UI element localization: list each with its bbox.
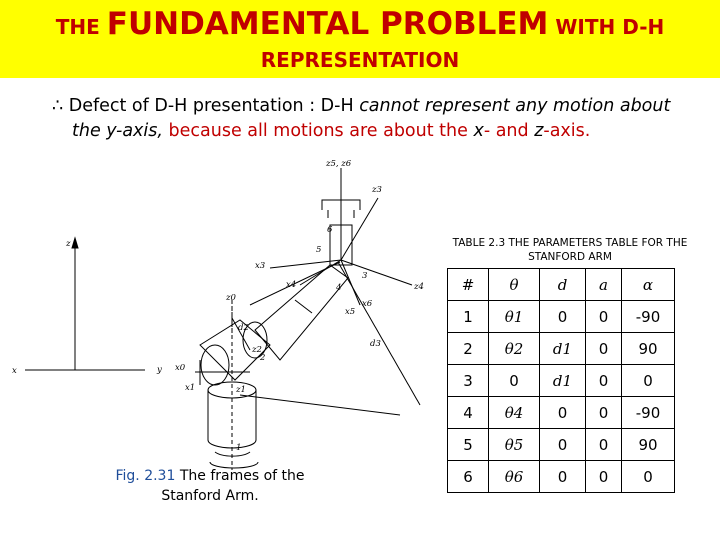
cell-theta: θ1 — [489, 301, 540, 333]
label-z1: z1 — [236, 385, 246, 395]
description-line-2 — [72, 119, 712, 144]
label-6: 6 — [327, 225, 333, 235]
title-line-1 — [0, 6, 720, 42]
title-prefix: THE — [55, 15, 100, 39]
table-header-row — [448, 269, 675, 301]
cell-theta: θ4 — [489, 397, 540, 429]
cell-d: 0 — [540, 301, 586, 333]
cell-a: 0 — [586, 429, 622, 461]
cell-d: d1 — [540, 333, 586, 365]
cell-alpha: 90 — [622, 333, 675, 365]
cell-alpha: -90 — [622, 301, 675, 333]
label-1: 1 — [236, 443, 242, 453]
description-part-5: - and — [483, 121, 535, 141]
label-z: z — [66, 239, 71, 249]
figure-caption — [110, 466, 310, 506]
label-x6: x6 — [362, 299, 373, 309]
cell-d: 0 — [540, 461, 586, 493]
cell-joint: 6 — [448, 461, 489, 493]
label-z5-z6: z5, z6 — [326, 159, 352, 169]
description-part-3: because all motions are about the — [162, 121, 474, 141]
label-x1: x1 — [185, 383, 196, 393]
table-row — [448, 429, 675, 461]
header-a: a — [586, 269, 622, 301]
header-number: # — [448, 269, 489, 301]
header-alpha: α — [622, 269, 675, 301]
table-row — [448, 333, 675, 365]
label-x: x — [12, 366, 17, 376]
caption-text-2: Stanford Arm. — [161, 488, 259, 504]
label-z0: z0 — [226, 293, 236, 303]
table-row — [448, 461, 675, 493]
title-suffix: WITH D-H — [555, 15, 665, 39]
table-row — [448, 397, 675, 429]
cell-d: 0 — [540, 397, 586, 429]
cell-joint: 4 — [448, 397, 489, 429]
cell-theta: θ6 — [489, 461, 540, 493]
cell-a: 0 — [586, 333, 622, 365]
label-x0: x0 — [175, 363, 186, 373]
cell-theta: 0 — [489, 365, 540, 397]
therefore-symbol: ∴ — [52, 96, 64, 116]
cell-a: 0 — [586, 301, 622, 333]
description-part-6: z — [534, 121, 544, 141]
label-d3: d3 — [370, 339, 381, 349]
cell-a: 0 — [586, 461, 622, 493]
cell-alpha: -90 — [622, 397, 675, 429]
title-main: FUNDAMENTAL PROBLEM — [106, 6, 549, 42]
label-d2: d2 — [238, 323, 249, 333]
label-x3: x3 — [255, 261, 266, 271]
caption-text-1: The frames of the — [175, 468, 305, 484]
description — [52, 94, 712, 144]
label-4: 4 — [336, 283, 342, 293]
label-5: 5 — [316, 245, 322, 255]
table-row — [448, 301, 675, 333]
label-x5: x5 — [345, 307, 356, 317]
label-z4: z4 — [414, 282, 424, 292]
cell-d: d1 — [540, 365, 586, 397]
cell-alpha: 0 — [622, 461, 675, 493]
cell-joint: 2 — [448, 333, 489, 365]
label-2: 2 — [260, 353, 266, 363]
cell-joint: 3 — [448, 365, 489, 397]
table-row — [448, 365, 675, 397]
label-x4: x4 — [286, 280, 297, 290]
description-part-0: Defect of D-H presentation : D-H — [68, 96, 360, 116]
description-part-2: the y-axis, — [72, 121, 163, 141]
label-z2: z2 — [252, 345, 262, 355]
caption-label: Fig. 2.31 — [115, 468, 176, 484]
stanford-arm-figure — [0, 150, 450, 480]
table-title — [440, 236, 700, 264]
description-part-4: x — [473, 121, 484, 141]
cell-a: 0 — [586, 365, 622, 397]
cell-alpha: 0 — [622, 365, 675, 397]
cell-joint: 5 — [448, 429, 489, 461]
parameters-table — [447, 268, 675, 493]
header-d: d — [540, 269, 586, 301]
description-part-7: -axis. — [543, 121, 591, 141]
cell-d: 0 — [540, 429, 586, 461]
label-z3: z3 — [372, 185, 382, 195]
table-title-line-2: STANFORD ARM — [528, 251, 612, 263]
label-3: 3 — [362, 271, 368, 281]
description-part-1: cannot represent any motion about — [359, 96, 671, 116]
label-y: y — [157, 365, 162, 375]
title-line-2: REPRESENTATION — [260, 48, 460, 72]
cell-alpha: 90 — [622, 429, 675, 461]
header-theta: θ — [489, 269, 540, 301]
cell-a: 0 — [586, 397, 622, 429]
table-title-line-1: TABLE 2.3 THE PARAMETERS TABLE FOR THE — [452, 237, 688, 249]
cell-theta: θ5 — [489, 429, 540, 461]
cell-joint: 1 — [448, 301, 489, 333]
cell-theta: θ2 — [489, 333, 540, 365]
